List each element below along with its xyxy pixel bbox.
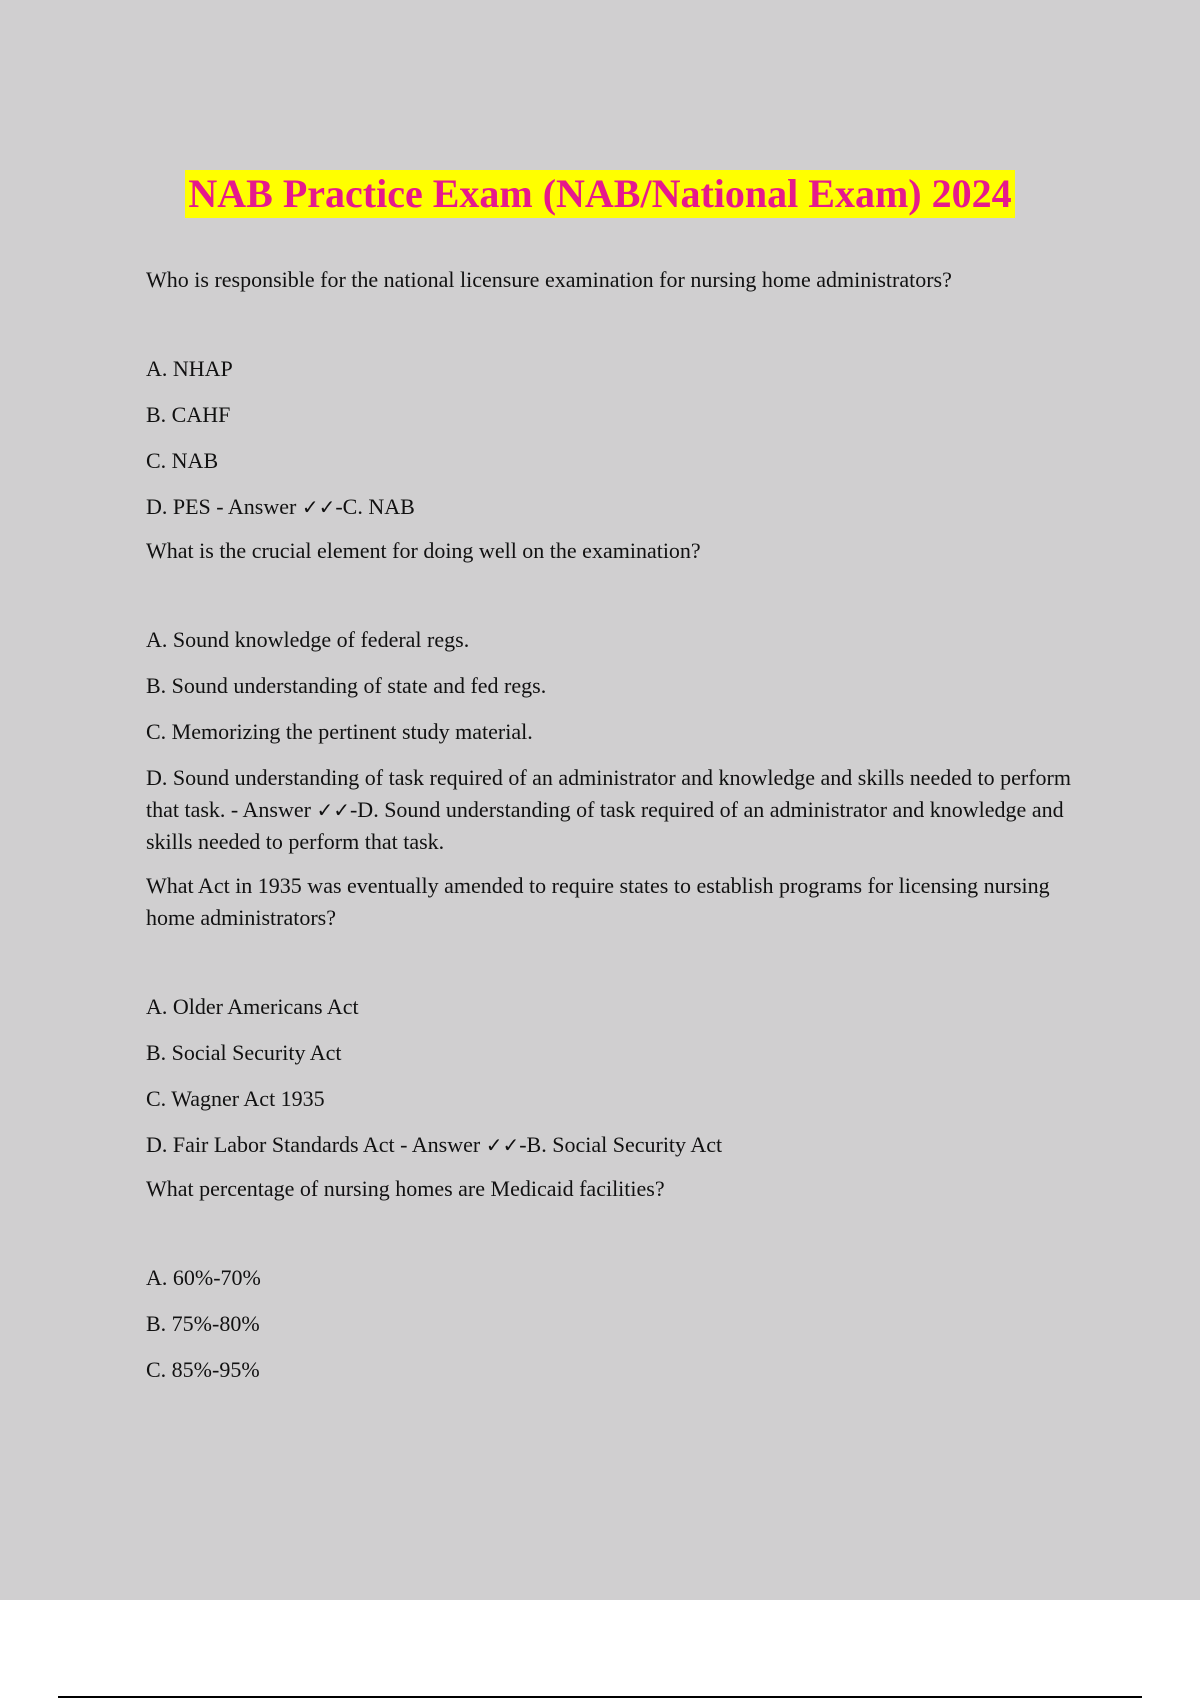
question-3: What Act in 1935 was eventually amended to require states to establish programs for licensing nursing home administrators? <box>146 873 1050 930</box>
title-wrapper <box>0 170 1200 218</box>
question-2-spacer <box>146 567 1096 624</box>
question-1-option-d-answer <box>146 491 1096 523</box>
question-3-option-a: A. Older Americans Act <box>146 994 359 1019</box>
question-3-spacer <box>146 934 1096 991</box>
question-3-answer: -B. Social Security Act <box>519 1132 723 1157</box>
document-title: NAB Practice Exam (NAB/National Exam) 2024 <box>185 170 1014 218</box>
question-1-spacer <box>146 296 1096 353</box>
question-1-answer: -C. NAB <box>335 494 415 519</box>
question-4-spacer <box>146 1205 1096 1262</box>
question-2-option-d: D. Sound understanding of task required of an administrator and knowledge and skills needed to perform that task. - Answer <box>146 765 1071 822</box>
question-1-option-c: C. NAB <box>146 448 219 473</box>
double-check-icon: ✓✓ <box>485 1133 520 1157</box>
question-1-option-b: B. CAHF <box>146 402 231 427</box>
double-check-icon: ✓✓ <box>316 798 350 822</box>
question-2-option-b: B. Sound understanding of state and fed regs. <box>146 673 547 698</box>
question-1: Who is responsible for the national licensure examination for nursing home administrators? <box>146 267 952 292</box>
question-4-option-c: C. 85%-95% <box>146 1357 260 1382</box>
question-4-option-a: A. 60%-70% <box>146 1265 261 1290</box>
question-3-option-d-answer <box>146 1129 1096 1161</box>
question-1-option-d: D. PES - Answer <box>146 494 297 519</box>
question-2-option-d-answer <box>146 762 1096 858</box>
question-4: What percentage of nursing homes are Medicaid facilities? <box>146 1176 665 1201</box>
question-4-option-b: B. 75%-80% <box>146 1311 260 1336</box>
question-3-option-d: D. Fair Labor Standards Act - Answer <box>146 1132 481 1157</box>
question-2-answer: -D. Sound understanding of task required of an administrator and knowledge and skills needed to perform that task. <box>146 797 1064 854</box>
question-2-option-a: A. Sound knowledge of federal regs. <box>146 627 470 652</box>
questions-content <box>146 264 1096 1400</box>
question-1-option-a: A. NHAP <box>146 356 233 381</box>
question-2: What is the crucial element for doing well on the examination? <box>146 538 701 563</box>
question-3-option-b: B. Social Security Act <box>146 1040 342 1065</box>
question-3-option-c: C. Wagner Act 1935 <box>146 1086 325 1111</box>
bottom-divider <box>58 1696 1142 1698</box>
question-2-option-c: C. Memorizing the pertinent study material. <box>146 719 533 744</box>
double-check-icon: ✓✓ <box>301 495 336 519</box>
